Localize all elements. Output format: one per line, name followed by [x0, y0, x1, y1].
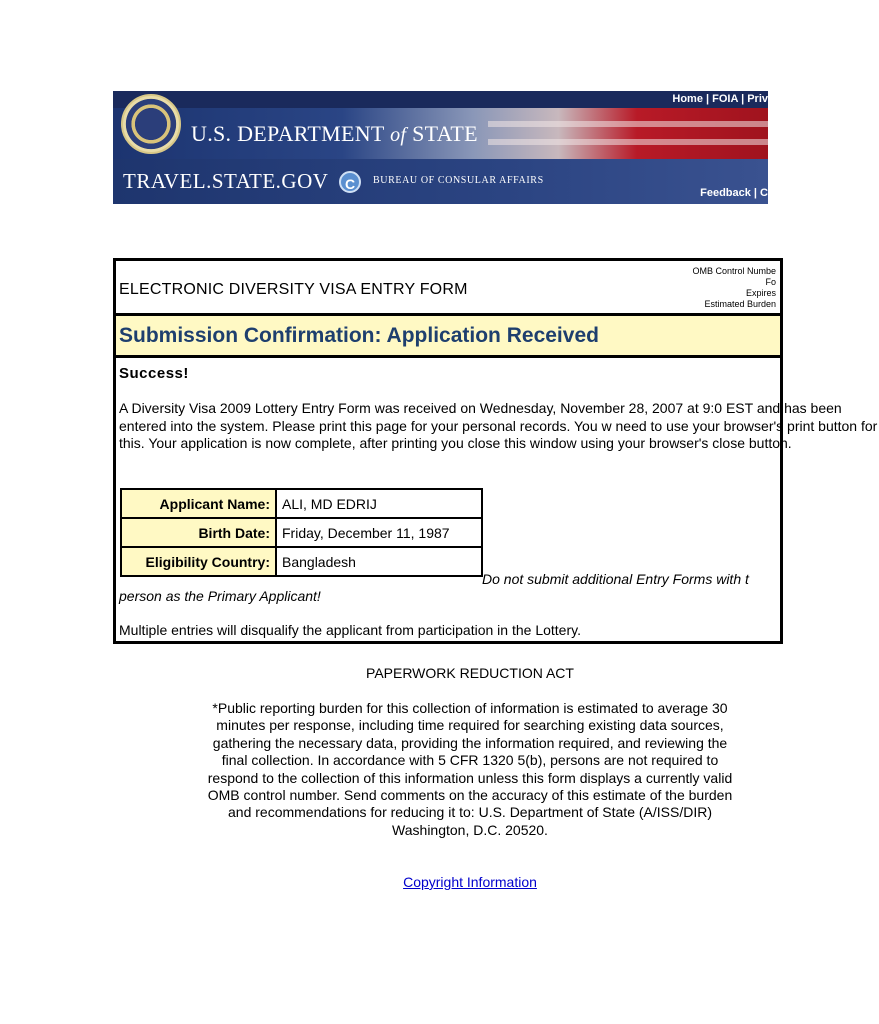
- site-banner: [113, 91, 768, 204]
- feedback-links[interactable]: Feedback | C: [700, 187, 768, 199]
- table-row: [121, 518, 482, 547]
- applicant-name-value: ALI, MD EDRIJ: [276, 489, 482, 518]
- department-title-state: STATE: [412, 121, 478, 146]
- received-message: A Diversity Visa 2009 Lottery Entry Form was received on Wednesday, November 28, 2007 at 9:0 EST and has been entered into the system. Please print this page for your personal records. You w need to use your browser's print button for this. Your application is now complete, after printing you close this window using your browser's close button.: [119, 400, 878, 451]
- applicant-name-label: Applicant Name:: [121, 489, 276, 518]
- eligibility-country-value: Bangladesh: [276, 547, 482, 576]
- additional-entry-warning-continued: person as the Primary Applicant!: [119, 588, 321, 604]
- table-row: [121, 489, 482, 518]
- department-title-main: U.S. DEPARTMENT: [191, 121, 385, 146]
- flag-stripe: [488, 139, 768, 145]
- banner-top-bar: [113, 91, 768, 108]
- consular-affairs-badge-icon: C: [339, 171, 361, 193]
- multiple-entries-notice: Multiple entries will disqualify the applicant from participation in the Lottery.: [119, 622, 581, 638]
- eligibility-country-label: Eligibility Country:: [121, 547, 276, 576]
- table-row: [121, 547, 482, 576]
- entry-form-panel: [113, 258, 878, 644]
- omb-control-number: OMB Control Numbe: [692, 266, 776, 276]
- department-seal-icon[interactable]: [121, 94, 181, 154]
- bureau-name: BUREAU OF CONSULAR AFFAIRS: [373, 175, 544, 186]
- paperwork-reduction-act-title: PAPERWORK REDUCTION ACT: [366, 665, 574, 681]
- flag-stripe: [488, 121, 768, 127]
- page-title: Submission Confirmation: Application Received: [119, 324, 599, 347]
- applicant-info-table: [120, 488, 483, 577]
- birth-date-label: Birth Date:: [121, 518, 276, 547]
- submission-banner: [116, 316, 780, 358]
- form-header: [116, 261, 780, 316]
- department-title-of: of: [390, 124, 407, 146]
- omb-expires: Expires: [745, 288, 776, 298]
- form-title: ELECTRONIC DIVERSITY VISA ENTRY FORM: [119, 281, 468, 298]
- additional-entry-warning: Do not submit additional Entry Forms with t: [482, 571, 749, 587]
- top-nav-links[interactable]: Home | FOIA | Priv: [672, 93, 768, 105]
- success-message: Success!: [119, 365, 189, 382]
- paperwork-reduction-act-text: *Public reporting burden for this collection of information is estimated to average 30 minutes per response, including time required for searching existing data sources, gathering the necessary data, providing the information required, and reviewing the final collection. In accordance with 5 CFR 1320 5(b), persons are not required to respond to the collection of this information unless this form displays a currently valid OMB control number. Send comments on the accuracy of this estimate of the burden and recommendations for reducing it to: U.S. Department of State (A/ISS/DIR) Washington, D.C. 20520.: [207, 700, 733, 838]
- omb-form: Fo: [765, 277, 776, 287]
- omb-estimated-burden: Estimated Burden: [704, 299, 776, 309]
- travel-state-gov-logo[interactable]: TRAVEL.STATE.GOV: [123, 169, 329, 193]
- copyright-information-link[interactable]: Copyright Information: [403, 874, 537, 890]
- omb-info: [636, 266, 776, 310]
- copyright-section: [200, 874, 740, 890]
- birth-date-value: Friday, December 11, 1987: [276, 518, 482, 547]
- department-title[interactable]: [191, 121, 478, 147]
